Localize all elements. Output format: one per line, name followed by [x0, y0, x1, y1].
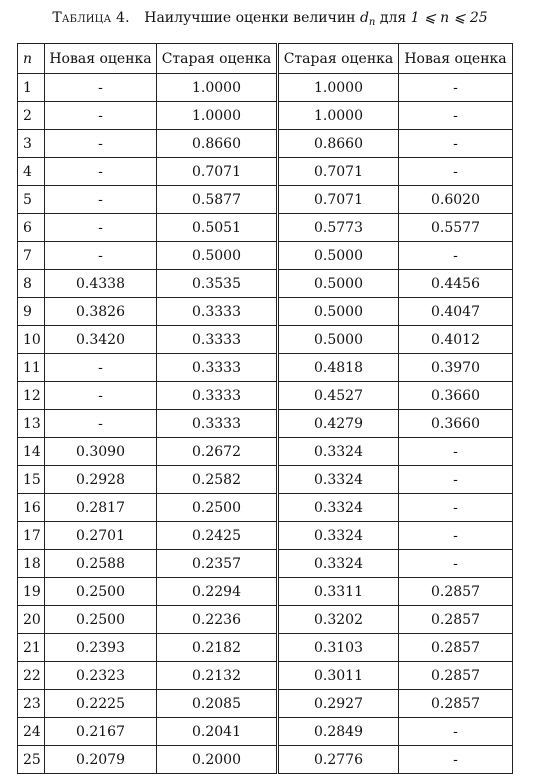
cell-old-estimate-1: 0.2582 [157, 466, 278, 494]
cell-old-estimate-2: 0.7071 [278, 158, 399, 186]
table-row [18, 746, 513, 774]
cell-new-estimate-2: - [399, 158, 513, 186]
cell-old-estimate-1: 0.8660 [157, 130, 278, 158]
cell-old-estimate-1: 0.2182 [157, 634, 278, 662]
cell-new-estimate-2: 0.2857 [399, 690, 513, 718]
cell-new-estimate-1: - [45, 158, 157, 186]
cell-n: 4 [18, 158, 45, 186]
cell-new-estimate-2: - [399, 746, 513, 774]
table-row [18, 662, 513, 690]
cell-new-estimate-1: 0.2079 [45, 746, 157, 774]
cell-old-estimate-2: 0.2849 [278, 718, 399, 746]
cell-old-estimate-2: 0.4527 [278, 382, 399, 410]
cell-new-estimate-2: 0.2857 [399, 634, 513, 662]
cell-new-estimate-1: 0.2588 [45, 550, 157, 578]
table-label: Таблица 4. [52, 10, 130, 26]
caption-variable: $d_n$ [359, 10, 376, 28]
cell-n: 8 [18, 270, 45, 298]
cell-old-estimate-2: 0.4818 [278, 354, 399, 382]
cell-new-estimate-1: 0.2701 [45, 522, 157, 550]
cell-new-estimate-2: 0.2857 [399, 578, 513, 606]
header-new-estimate-1: Новая оценка [45, 44, 157, 74]
table-row [18, 74, 513, 102]
cell-new-estimate-1: - [45, 242, 157, 270]
cell-new-estimate-2: 0.6020 [399, 186, 513, 214]
table-row [18, 354, 513, 382]
cell-new-estimate-2: - [399, 550, 513, 578]
cell-old-estimate-1: 0.2085 [157, 690, 278, 718]
cell-old-estimate-2: 0.7071 [278, 186, 399, 214]
cell-new-estimate-2: - [399, 130, 513, 158]
cell-old-estimate-2: 0.5000 [278, 242, 399, 270]
cell-n: 25 [18, 746, 45, 774]
cell-old-estimate-2: 0.5000 [278, 270, 399, 298]
cell-n: 11 [18, 354, 45, 382]
cell-old-estimate-2: 0.3311 [278, 578, 399, 606]
cell-n: 23 [18, 690, 45, 718]
cell-old-estimate-2: 0.5773 [278, 214, 399, 242]
cell-new-estimate-1: 0.2323 [45, 662, 157, 690]
cell-n: 3 [18, 130, 45, 158]
cell-new-estimate-2: - [399, 494, 513, 522]
cell-old-estimate-1: 0.3333 [157, 354, 278, 382]
cell-old-estimate-1: 1.0000 [157, 74, 278, 102]
cell-new-estimate-1: 0.2393 [45, 634, 157, 662]
cell-new-estimate-1: - [45, 214, 157, 242]
cell-n: 18 [18, 550, 45, 578]
cell-new-estimate-1: - [45, 186, 157, 214]
cell-n: 12 [18, 382, 45, 410]
cell-n: 13 [18, 410, 45, 438]
table-row [18, 606, 513, 634]
table-row [18, 550, 513, 578]
cell-new-estimate-1: - [45, 74, 157, 102]
table-row [18, 578, 513, 606]
caption-range: 1 ⩽ n ⩽ 25 [410, 10, 488, 26]
cell-n: 22 [18, 662, 45, 690]
cell-new-estimate-1: - [45, 102, 157, 130]
cell-old-estimate-2: 0.3103 [278, 634, 399, 662]
cell-old-estimate-2: 0.3324 [278, 438, 399, 466]
table-caption [0, 8, 540, 28]
table-row [18, 130, 513, 158]
cell-old-estimate-1: 0.2672 [157, 438, 278, 466]
cell-new-estimate-2: 0.2857 [399, 662, 513, 690]
cell-new-estimate-1: 0.2928 [45, 466, 157, 494]
cell-old-estimate-1: 0.2500 [157, 494, 278, 522]
cell-new-estimate-2: 0.4012 [399, 326, 513, 354]
cell-n: 6 [18, 214, 45, 242]
caption-text: Наилучшие оценки величин [144, 10, 356, 26]
cell-n: 19 [18, 578, 45, 606]
cell-old-estimate-1: 0.5877 [157, 186, 278, 214]
table-row [18, 410, 513, 438]
cell-new-estimate-2: - [399, 466, 513, 494]
cell-n: 24 [18, 718, 45, 746]
caption-text-mid: для [379, 10, 407, 26]
cell-old-estimate-2: 0.8660 [278, 130, 399, 158]
cell-n: 16 [18, 494, 45, 522]
cell-n: 20 [18, 606, 45, 634]
header-old-estimate-2: Старая оценка [278, 44, 399, 74]
table-row [18, 214, 513, 242]
table-row [18, 298, 513, 326]
cell-old-estimate-2: 0.3202 [278, 606, 399, 634]
cell-new-estimate-1: 0.2225 [45, 690, 157, 718]
table-body [18, 74, 513, 774]
cell-n: 21 [18, 634, 45, 662]
table-row [18, 270, 513, 298]
header-row [18, 44, 513, 74]
cell-old-estimate-1: 0.2000 [157, 746, 278, 774]
cell-old-estimate-1: 0.2425 [157, 522, 278, 550]
cell-old-estimate-1: 0.3333 [157, 298, 278, 326]
table-row [18, 326, 513, 354]
cell-n: 10 [18, 326, 45, 354]
table-row [18, 466, 513, 494]
cell-new-estimate-1: 0.3090 [45, 438, 157, 466]
header-old-estimate-1: Старая оценка [157, 44, 278, 74]
cell-new-estimate-1: - [45, 382, 157, 410]
cell-old-estimate-1: 0.3333 [157, 326, 278, 354]
cell-new-estimate-2: - [399, 74, 513, 102]
cell-new-estimate-2: 0.3970 [399, 354, 513, 382]
cell-n: 5 [18, 186, 45, 214]
cell-old-estimate-1: 0.5051 [157, 214, 278, 242]
table-row [18, 102, 513, 130]
cell-new-estimate-2: - [399, 242, 513, 270]
cell-n: 9 [18, 298, 45, 326]
cell-old-estimate-2: 0.5000 [278, 298, 399, 326]
cell-n: 15 [18, 466, 45, 494]
cell-old-estimate-1: 0.2041 [157, 718, 278, 746]
cell-old-estimate-1: 0.2294 [157, 578, 278, 606]
cell-new-estimate-1: - [45, 410, 157, 438]
cell-new-estimate-2: 0.3660 [399, 410, 513, 438]
cell-new-estimate-2: 0.2857 [399, 606, 513, 634]
estimates-table [17, 43, 513, 774]
cell-new-estimate-1: 0.3420 [45, 326, 157, 354]
cell-new-estimate-2: 0.4047 [399, 298, 513, 326]
cell-old-estimate-1: 0.2357 [157, 550, 278, 578]
table-row [18, 158, 513, 186]
cell-new-estimate-1: 0.4338 [45, 270, 157, 298]
header-n: n [18, 44, 45, 74]
cell-new-estimate-2: - [399, 522, 513, 550]
header-new-estimate-2: Новая оценка [399, 44, 513, 74]
cell-new-estimate-2: - [399, 102, 513, 130]
table-row [18, 242, 513, 270]
cell-old-estimate-1: 0.3333 [157, 410, 278, 438]
cell-old-estimate-2: 0.3324 [278, 494, 399, 522]
cell-old-estimate-2: 0.3011 [278, 662, 399, 690]
cell-new-estimate-2: - [399, 718, 513, 746]
table-row [18, 494, 513, 522]
cell-new-estimate-2: 0.5577 [399, 214, 513, 242]
table-row [18, 718, 513, 746]
cell-new-estimate-1: 0.2817 [45, 494, 157, 522]
cell-n: 2 [18, 102, 45, 130]
cell-old-estimate-2: 0.3324 [278, 466, 399, 494]
cell-new-estimate-2: 0.3660 [399, 382, 513, 410]
cell-old-estimate-2: 0.3324 [278, 550, 399, 578]
cell-old-estimate-1: 0.2132 [157, 662, 278, 690]
cell-new-estimate-1: 0.2167 [45, 718, 157, 746]
table-row [18, 438, 513, 466]
cell-new-estimate-2: 0.4456 [399, 270, 513, 298]
cell-n: 7 [18, 242, 45, 270]
cell-old-estimate-2: 0.5000 [278, 326, 399, 354]
table-row [18, 186, 513, 214]
table-row [18, 690, 513, 718]
cell-old-estimate-2: 0.2776 [278, 746, 399, 774]
cell-new-estimate-2: - [399, 438, 513, 466]
cell-new-estimate-1: 0.2500 [45, 606, 157, 634]
cell-old-estimate-2: 1.0000 [278, 102, 399, 130]
cell-n: 14 [18, 438, 45, 466]
table-row [18, 522, 513, 550]
cell-new-estimate-1: - [45, 354, 157, 382]
cell-old-estimate-1: 0.3333 [157, 382, 278, 410]
cell-new-estimate-1: 0.3826 [45, 298, 157, 326]
cell-old-estimate-2: 0.2927 [278, 690, 399, 718]
cell-new-estimate-1: - [45, 130, 157, 158]
cell-old-estimate-1: 0.3535 [157, 270, 278, 298]
cell-new-estimate-1: 0.2500 [45, 578, 157, 606]
cell-old-estimate-1: 0.7071 [157, 158, 278, 186]
table-row [18, 382, 513, 410]
cell-old-estimate-2: 0.4279 [278, 410, 399, 438]
cell-old-estimate-1: 0.2236 [157, 606, 278, 634]
cell-n: 1 [18, 74, 45, 102]
cell-old-estimate-1: 1.0000 [157, 102, 278, 130]
cell-old-estimate-1: 0.5000 [157, 242, 278, 270]
cell-old-estimate-2: 0.3324 [278, 522, 399, 550]
cell-old-estimate-2: 1.0000 [278, 74, 399, 102]
table-row [18, 634, 513, 662]
cell-n: 17 [18, 522, 45, 550]
